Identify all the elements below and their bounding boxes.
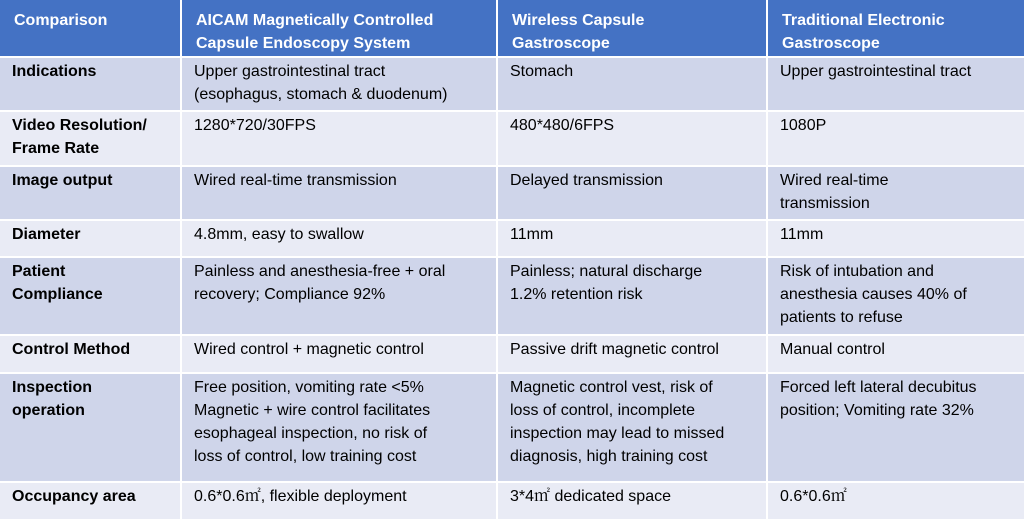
table-cell: Magnetic control vest, risk of loss of control, incomplete inspection may lead to missed diagnosis, high training cost xyxy=(497,373,767,482)
table-cell: 11mm xyxy=(767,220,1024,257)
header-row xyxy=(0,0,1024,57)
table-cell: 480*480/6FPS xyxy=(497,111,767,166)
table-row xyxy=(0,482,1024,519)
row-label: Patient Compliance xyxy=(0,257,181,335)
table-cell: Delayed transmission xyxy=(497,166,767,220)
row-label: Indications xyxy=(0,57,181,111)
table-cell: Free position, vomiting rate <5% Magnetic + wire control facilitates esophageal inspection, no risk of loss of control, low training cost xyxy=(181,373,497,482)
table-cell: Upper gastrointestinal tract (esophagus, stomach & duodenum) xyxy=(181,57,497,111)
table-cell: 1280*720/30FPS xyxy=(181,111,497,166)
header-cell-aicam: AICAM Magnetically Controlled Capsule Endoscopy System xyxy=(181,0,497,57)
table-row xyxy=(0,220,1024,257)
table-cell: Painless; natural discharge 1.2% retention risk xyxy=(497,257,767,335)
table-row xyxy=(0,57,1024,111)
header-cell-wireless-capsule: Wireless Capsule Gastroscope xyxy=(497,0,767,57)
table-cell: Forced left lateral decubitus position; Vomiting rate 32% xyxy=(767,373,1024,482)
table-cell: Upper gastrointestinal tract xyxy=(767,57,1024,111)
table-cell: 3*4㎡ dedicated space xyxy=(497,482,767,519)
row-label: Image output xyxy=(0,166,181,220)
table-cell: Painless and anesthesia-free + oral recovery; Compliance 92% xyxy=(181,257,497,335)
table-cell: Wired control + magnetic control xyxy=(181,335,497,373)
table-row xyxy=(0,166,1024,220)
row-label: Diameter xyxy=(0,220,181,257)
table-cell: 0.6*0.6㎡ xyxy=(767,482,1024,519)
row-label: Video Resolution/ Frame Rate xyxy=(0,111,181,166)
table-header xyxy=(0,0,1024,57)
table-cell: 11mm xyxy=(497,220,767,257)
table-row xyxy=(0,111,1024,166)
table-cell: 1080P xyxy=(767,111,1024,166)
table-cell: Risk of intubation and anesthesia causes 40% of patients to refuse xyxy=(767,257,1024,335)
table-cell: Wired real-time transmission xyxy=(181,166,497,220)
table-row xyxy=(0,373,1024,482)
row-label: Inspection operation xyxy=(0,373,181,482)
header-cell-traditional: Traditional Electronic Gastroscope xyxy=(767,0,1024,57)
table-cell: Stomach xyxy=(497,57,767,111)
table-row xyxy=(0,335,1024,373)
table-cell: Wired real-time transmission xyxy=(767,166,1024,220)
table-row xyxy=(0,257,1024,335)
table-cell: 0.6*0.6㎡, flexible deployment xyxy=(181,482,497,519)
table-cell: Manual control xyxy=(767,335,1024,373)
row-label: Occupancy area xyxy=(0,482,181,519)
table-body xyxy=(0,57,1024,519)
table-cell: 4.8mm, easy to swallow xyxy=(181,220,497,257)
header-cell-comparison: Comparison xyxy=(0,0,181,57)
row-label: Control Method xyxy=(0,335,181,373)
table-cell: Passive drift magnetic control xyxy=(497,335,767,373)
